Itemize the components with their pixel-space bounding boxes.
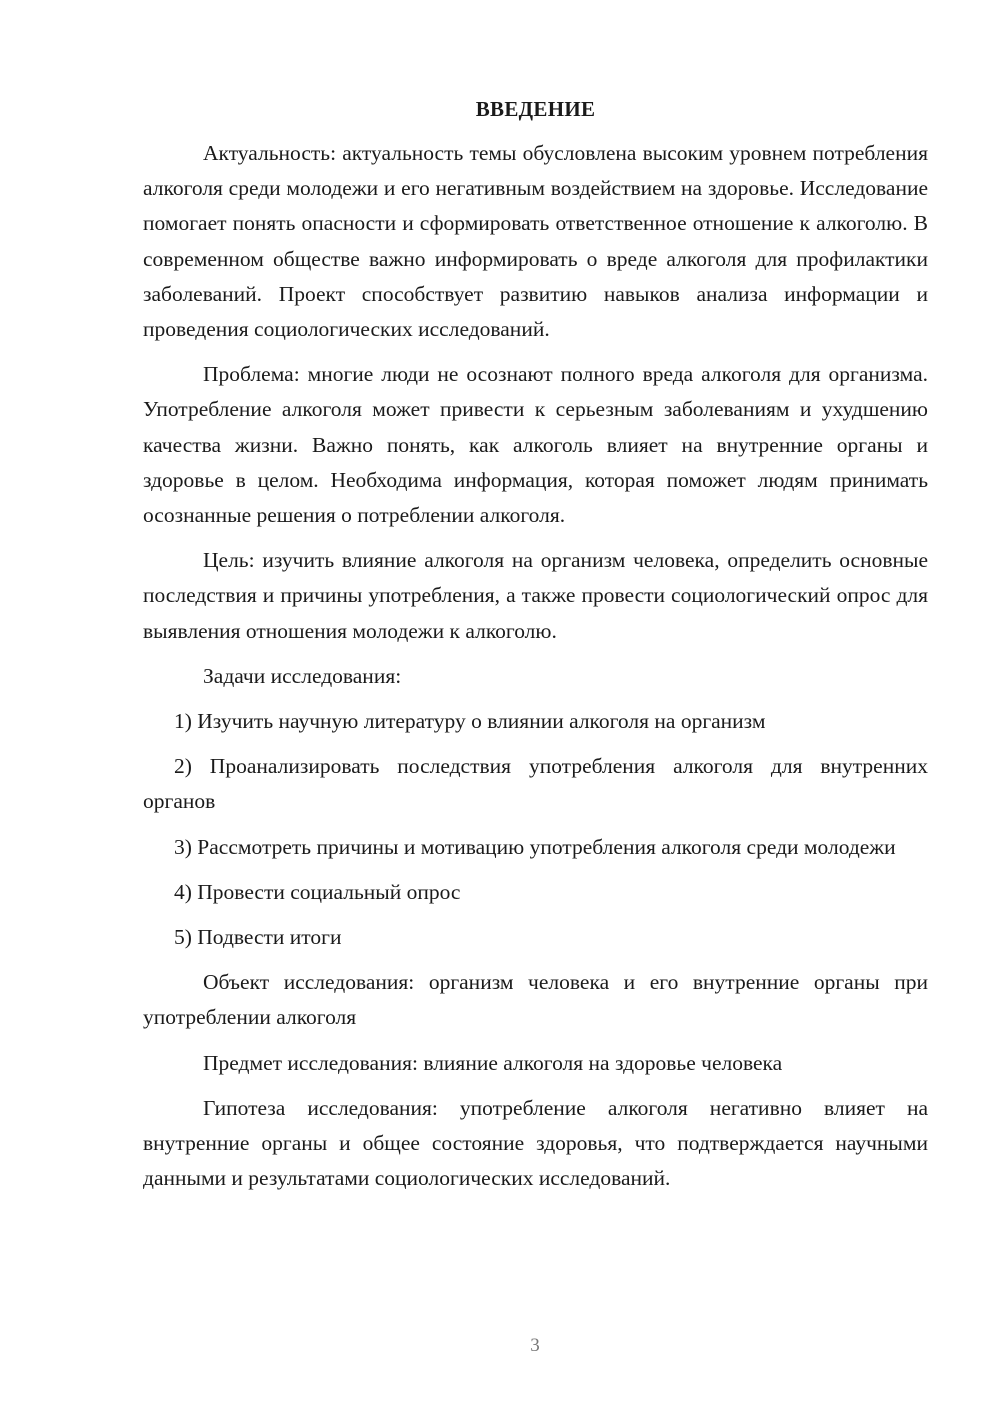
research-object-paragraph: Объект исследования: организм человека и его внутренние органы при употреблении алкоголя (143, 970, 928, 1030)
page-number: 3 (530, 1335, 540, 1356)
task-item: 3) Рассмотреть причины и мотивацию употребления алкоголя среди молодежи (174, 834, 896, 859)
tasks-heading: Задачи исследования: (203, 663, 402, 688)
task-item: 2) Проанализировать последствия употребления алкоголя для внутренних органов (143, 754, 928, 814)
relevance-paragraph: Актуальность: актуальность темы обусловлена высоким уровнем потребления алкоголя среди молодежи и его негативным воздействием на здоровье. Исследование помогает понять опасности и сформировать ответственное отношение к алкоголю. В современном обществе важно информировать о вреде алкоголя для профилактики заболеваний. Проект способствует развитию навыков анализа информации и проведения социологических исследований. (143, 141, 928, 342)
document-page (143, 94, 928, 1206)
task-item: 5) Подвести итоги (174, 925, 342, 950)
hypothesis-paragraph: Гипотеза исследования: употребление алкоголя негативно влияет на внутренние органы и общее состояние здоровья, что подтверждается научными данными и результатами социологических исследований. (143, 1095, 928, 1191)
section-title: ВВЕДЕНИЕ (475, 97, 596, 121)
task-item: 1) Изучить научную литературу о влиянии алкоголя на организм (174, 709, 766, 734)
research-subject-paragraph: Предмет исследования: влияние алкоголя на здоровье человека (203, 1050, 783, 1075)
task-item: 4) Провести социальный опрос (174, 879, 461, 904)
problem-paragraph: Проблема: многие люди не осознают полного вреда алкоголя для организма. Употребление алкоголя может привести к серьезным заболеваниям и ухудшению качества жизни. Важно понять, как алкоголь влияет на внутренние органы и здоровье в целом. Необходима информация, которая поможет людям принимать осознанные решения о потреблении алкоголя. (143, 362, 928, 528)
goal-paragraph: Цель: изучить влияние алкоголя на организм человека, определить основные последствия и причины употребления, а также провести социологический опрос для выявления отношения молодежи к алкоголю. (143, 548, 928, 643)
